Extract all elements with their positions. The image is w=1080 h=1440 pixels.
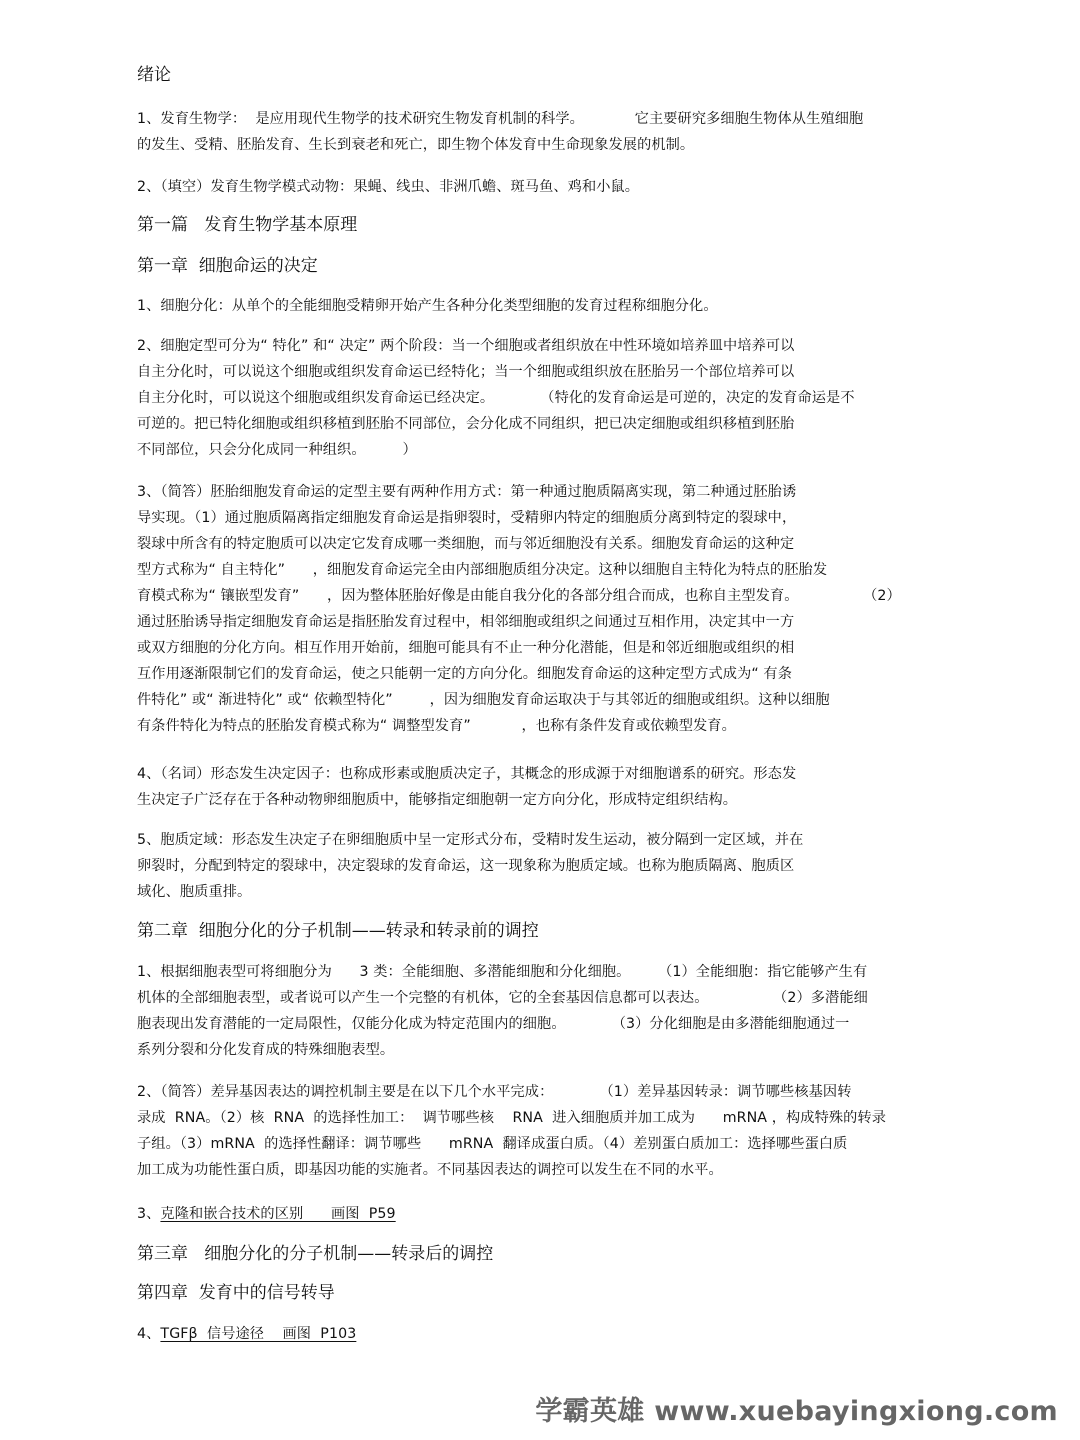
watermark: 学霸英雄 www.xuebayingxiong.com — [535, 1396, 1058, 1427]
text-line: 2、（填空）发育生物学模式动物：果蝇、线虫、非洲爪蟾、斑马鱼、鸡和小鼠。 — [137, 179, 640, 195]
ch4-paragraph-1 — [137, 1321, 977, 1347]
text-line: 通过胚胎诱导指定细胞发育命运是指胚胎发育过程中，相邻细胞或组织之间通过互相作用，决定其中一方 — [137, 614, 795, 630]
ch1-paragraph-3 — [137, 479, 977, 739]
text-line: 系列分裂和分化发育成的特殊细胞表型。 — [137, 1042, 395, 1058]
tgf-beta-link[interactable]: TGFβ 信号途径 画图 P103 — [160, 1326, 357, 1342]
ch2-paragraph-1 — [137, 959, 977, 1063]
text-line: 1、发育生物学： 是应用现代生物学的技术研究生物发育机制的科学。 它主要研究多细胞生物体从生殖细胞 — [137, 111, 864, 127]
item-number: 3、 — [137, 1206, 161, 1222]
text-line: 导实现。（1）通过胞质隔离指定细胞发育命运是指卵裂时，受精卵内特定的细胞质分离到特定的裂球中， — [137, 510, 797, 526]
text-line: 自主分化时，可以说这个细胞或组织发育命运已经决定。 （特化的发育命运是可逆的，决定的发育命运是不 — [137, 390, 855, 406]
text-line: 加工成为功能性蛋白质，即基因功能的实施者。不同基因表达的调控可以发生在不同的水平。 — [137, 1162, 723, 1178]
text-line: 自主分化时，可以说这个细胞或组织发育命运已经特化；当一个细胞或组织放在胚胎另一个部位培养可以 — [137, 364, 795, 380]
text-line: 4、（名词）形态发生决定因子：也称成形素或胞质决定子，其概念的形成源于对细胞谱系的研究。形态发 — [137, 766, 797, 782]
intro-paragraph-1 — [137, 106, 977, 158]
text-line — [137, 1321, 977, 1347]
text-line: 5、胞质定域：形态发生决定子在卵细胞质中呈一定形式分布，受精时发生运动，被分隔到一定区域，并在 — [137, 832, 804, 848]
text-line: 型方式称为“ 自主特化” ，细胞发育命运完全由内部细胞质组分决定。这种以细胞自主特化为特点的胚胎发 — [137, 562, 828, 578]
text-line: 有条件特化为特点的胚胎发育模式称为“ 调整型发育” ，也称有条件发育或依赖型发育。 — [137, 718, 736, 734]
ch1-paragraph-1 — [137, 293, 977, 319]
text-line: 1、细胞分化：从单个的全能细胞受精卵开始产生各种分化类型细胞的发育过程称细胞分化。 — [137, 298, 718, 314]
text-line: 2、（简答）差异基因表达的调控机制主要是在以下几个水平完成： （1）差异基因转录：调节哪些核基因转 — [137, 1084, 852, 1100]
text-line: 3、（简答）胚胎细胞发育命运的定型主要有两种作用方式：第一种通过胞质隔离实现，第二种通过胚胎诱 — [137, 484, 797, 500]
ch1-paragraph-2 — [137, 333, 977, 463]
text-line: 胞表现出发育潜能的一定局限性，仅能分化成为特定范围内的细胞。 （3）分化细胞是由多潜能细胞通过一 — [137, 1016, 850, 1032]
text-line: 1、根据细胞表型可将细胞分为 3 类：全能细胞、多潜能细胞和分化细胞。 （1）全能细胞：指它能够产生有 — [137, 964, 868, 980]
text-line: 可逆的。把已特化细胞或组织移植到胚胎不同部位，会分化成不同组织，把已决定细胞或组织移植到胚胎 — [137, 416, 795, 432]
chapter-1-title: 第一章 细胞命运的决定 — [137, 256, 318, 276]
text-line: 生决定子广泛存在于各种动物卵细胞质中，能够指定细胞朝一定方向分化，形成特定组织结构。 — [137, 792, 738, 808]
text-line: 子组。（3）mRNA 的选择性翻译：调节哪些 mRNA 翻译成蛋白质。（4）差别蛋白质加工：选择哪些蛋白质 — [137, 1136, 848, 1152]
text-line: 机体的全部细胞表型，或者说可以产生一个完整的有机体，它的全套基因信息都可以表达。 （2）多潜能细 — [137, 990, 868, 1006]
intro-paragraph-2 — [137, 174, 977, 200]
text-line: 的发生、受精、胚胎发育、生长到衰老和死亡，即生物个体发育中生命现象发展的机制。 — [137, 137, 695, 153]
clone-chimera-link[interactable]: 克隆和嵌合技术的区别 画图 P59 — [160, 1206, 396, 1222]
ch1-paragraph-4 — [137, 761, 977, 813]
text-line: 不同部位，只会分化成同一种组织。 ） — [137, 442, 417, 458]
text-line: 育模式称为“ 镶嵌型发育” ，因为整体胚胎好像是由能自我分化的各部分组合而成，也称自主型发育。 （2） — [137, 588, 901, 604]
text-line: 域化、胞质重排。 — [137, 884, 252, 900]
part-1-title: 第一篇 发育生物学基本原理 — [137, 215, 358, 235]
ch2-paragraph-2 — [137, 1079, 977, 1183]
chapter-2-title: 第二章 细胞分化的分子机制——转录和转录前的调控 — [137, 921, 539, 941]
text-line: 裂球中所含有的特定胞质可以决定它发育成哪一类细胞，而与邻近细胞没有关系。细胞发育命运的这种定 — [137, 536, 795, 552]
chapter-4-title: 第四章 发育中的信号转导 — [137, 1283, 335, 1303]
text-line — [137, 1201, 977, 1227]
text-line: 件特化” 或“ 渐进特化” 或“ 依赖型特化” ，因为细胞发育命运取决于与其邻近的细胞或组织。这种以细胞 — [137, 692, 830, 708]
text-line: 录成 RNA。（2）核 RNA 的选择性加工： 调节哪些核 RNA 进入细胞质并加工成为 mRNA ，构成特殊的转录 — [137, 1110, 887, 1126]
text-line: 或双方细胞的分化方向。相互作用开始前，细胞可能具有不止一种分化潜能，但是和邻近细胞或组织的相 — [137, 640, 795, 656]
intro-title: 绪论 — [137, 65, 171, 85]
ch2-paragraph-3 — [137, 1201, 977, 1227]
text-line: 互作用逐渐限制它们的发育命运，使之只能朝一定的方向分化。细胞发育命运的这种定型方式成为“ 有条 — [137, 666, 793, 682]
text-line: 2、细胞定型可分为“ 特化” 和“ 决定” 两个阶段：当一个细胞或者组织放在中性环境如培养皿中培养可以 — [137, 338, 795, 354]
chapter-3-title: 第三章 细胞分化的分子机制——转录后的调控 — [137, 1244, 494, 1264]
ch1-paragraph-5 — [137, 827, 977, 905]
item-number: 4、 — [137, 1326, 161, 1342]
text-line: 卵裂时，分配到特定的裂球中，决定裂球的发育命运，这一现象称为胞质定域。也称为胞质隔离、胞质区 — [137, 858, 795, 874]
